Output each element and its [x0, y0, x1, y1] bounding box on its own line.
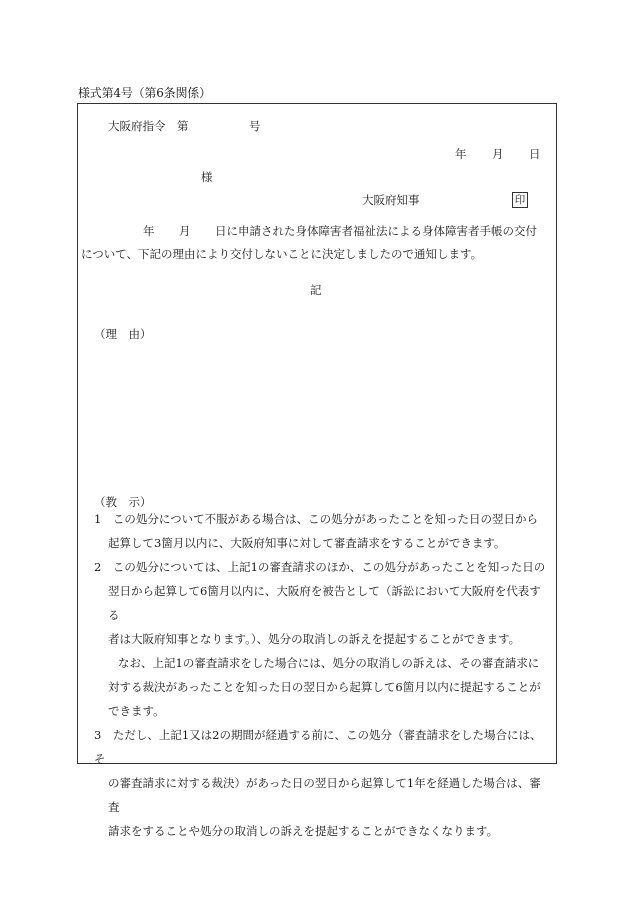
directive-suffix: 号: [249, 119, 261, 133]
item2-line1: 2 この処分については、上記1の審査請求のほか、この処分があったことを知った日の: [94, 560, 546, 574]
note-line3: できます。: [108, 704, 165, 718]
seal-mark: 印: [512, 192, 528, 208]
addressee-honorific: 様: [201, 170, 213, 184]
directive-prefix: 大阪府指令 第: [108, 119, 189, 133]
item3-line3: 請求をすることや処分の取消しの訴えを提起することができなくなります。: [108, 824, 499, 838]
body-month: 月: [179, 224, 191, 238]
date-year: 年: [455, 147, 467, 161]
form-number-label: 様式第4号（第6条関係）: [78, 86, 211, 100]
item1-line1: 1 この処分について不服がある場合は、この処分があったことを知った日の翌日から: [94, 512, 538, 526]
item2-line2: 翌日から起算して6箇月以内に、大阪府を被告として（訴訟において大阪府を代表する: [108, 584, 541, 622]
item3-line2: の審査請求に対する裁決）があった日の翌日から起算して1年を経過した場合は、審査: [108, 776, 541, 814]
body-line-1: 日に申請された身体障害者福祉法による身体障害者手帳の交付: [215, 224, 537, 238]
item2-line3: 者は大阪府知事となります。）、処分の取消しの訴えを提起することができます。: [108, 632, 521, 646]
body-line-2: について、下記の理由により交付しないことに決定しましたので通知します。: [81, 247, 483, 261]
date-month: 月: [492, 147, 504, 161]
issuer-name: 大阪府知事: [362, 193, 420, 207]
reason-label: （理 由）: [94, 327, 152, 341]
body-year: 年: [143, 224, 155, 238]
note-line1: なお、上記1の審査請求をした場合には、処分の取消しの訴えは、その審査請求に: [118, 656, 540, 670]
item1-line2: 起算して3箇月以内に、大阪府知事に対して審査請求をすることができます。: [108, 536, 506, 550]
item3-line1: 3 ただし、上記1又は2の期間が経過する前に、この処分（審査請求をした場合には、そ: [94, 728, 542, 766]
note-line2: 対する裁決があったことを知った日の翌日から起算して6箇月以内に提起することが: [108, 680, 541, 694]
instructions-heading: （教 示）: [94, 495, 152, 509]
ki-heading: 記: [310, 283, 322, 297]
instruction-items: [94, 507, 552, 843]
date-day: 日: [529, 147, 541, 161]
